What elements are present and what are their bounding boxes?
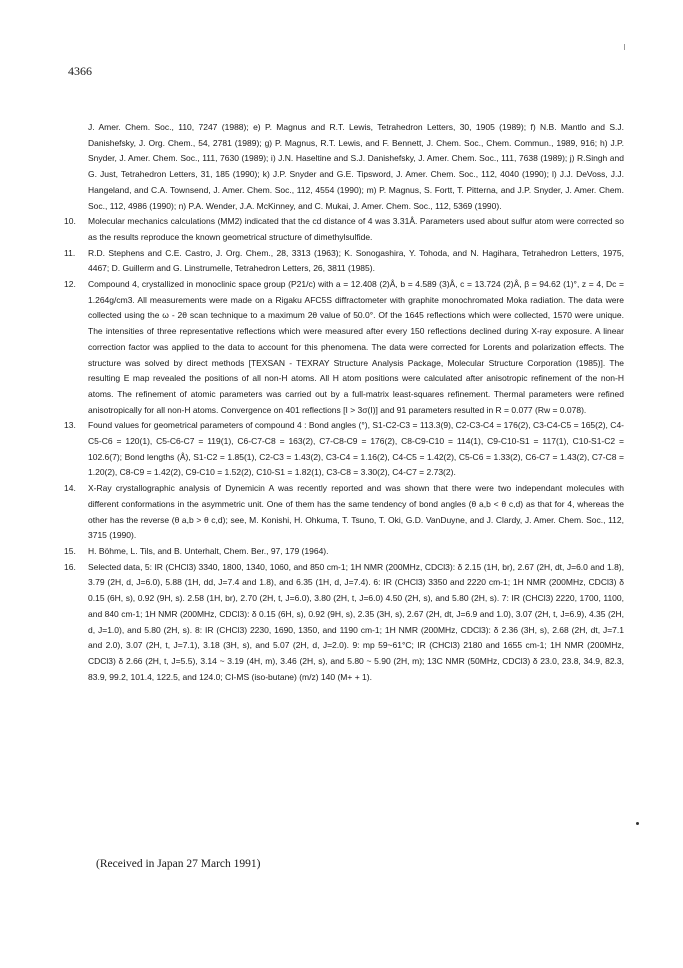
- reference-text: X-Ray crystallographic analysis of Dynemicin A was recently reported and was shown that there were two independant molecules with different conformations in the asymmetric unit. One of them has the same tendency of bond angles (θ a,b < θ c,d) as that for 4, whereas the other has the reverse (θ a,b > θ c,d); see, M. Konishi, H. Ohkuma, T. Tsuno, T. Oki, G.D. VanDuyne, and J. Clardy, J. Amer. Chem. Soc., 112, 3715 (1990).: [88, 483, 624, 541]
- reference-item: [64, 246, 624, 277]
- reference-item: [64, 214, 624, 245]
- reference-item: [64, 277, 624, 418]
- reference-number: 11.: [64, 247, 76, 258]
- reference-number: 14.: [64, 483, 76, 494]
- reference-text: Found values for geometrical parameters of compound 4 : Bond angles (°), S1-C2-C3 = 113.3(9), C2-C3-C4 = 176(2), C3-C4-C5 = 165(2), C4-C5-C6 = 120(1), C5-C6-C7 = 119(1), C6-C7-C8 = 163(2), C7-C8-C9 = 176(2), C8-C9-C10 = 114(1), C9-C10-S1 = 117(1), C10-S1-C2 = 102.6(7); Bond lengths (Å), S1-C2 = 1.85(1), C2-C3 = 1.43(2), C3-C4 = 1.16(2), C4-C5 = 1.42(2), C5-C6 = 1.33(2), C6-C7 = 1.43(2), C7-C8 = 1.20(2), C8-C9 = 1.42(2), C9-C10 = 1.52(2), C10-S1 = 1.82(1), C3-C8 = 3.30(2), C4-C7 = 2.73(2).: [88, 420, 624, 478]
- reference-item: [64, 560, 624, 686]
- reference-number: 15.: [64, 545, 76, 556]
- reference-number: 10.: [64, 216, 76, 227]
- reference-item: [64, 418, 624, 481]
- reference-item: [64, 544, 624, 560]
- reference-text: J. Amer. Chem. Soc., 110, 7247 (1988); e) P. Magnus and R.T. Lewis, Tetrahedron Letters, 30, 1905 (1989); f) N.B. Mantlo and S.J. Danishefsky, J. Org. Chem., 54, 2781 (1989); g) P. Magnus, R.T. Lewis, and F. Bennett, J. Chem. Soc., Chem. Commun., 1989, 916; h) J.P. Snyder, J. Amer. Chem. Soc., 111, 7630 (1989); i) J.N. Haseltine and S.J. Danishefsky, J. Amer. Chem. Soc., 111, 7638 (1989); j) R.Singh and G. Just, Tetrahedron Letters, 31, 185 (1990); k) J.P. Snyder and G.E. Tipsword, J. Amer. Chem. Soc., 112, 4040 (1990); l) J.J. DeVoss, J.J. Hangeland, and C.A. Townsend, J. Amer. Chem. Soc., 112, 4554 (1990); m) P. Magnus, S. Fortt, T. Pitterna, and J.P. Snyder, J. Amer. Chem. Soc., 112, 4986 (1990); n) P.A. Wender, J.A. McKinney, and C. Mukai, J. Amer. Chem. Soc., 112, 5369 (1990).: [88, 122, 624, 211]
- reference-text: Selected data, 5: IR (CHCl3) 3340, 1800, 1340, 1060, and 850 cm-1; 1H NMR (200MHz, CDCl3): δ 2.15 (1H, br), 2.67 (2H, dt, J=6.0 and 1.8), 3.79 (2H, d, J=6.0), 5.88 (1H, dd, J=7.4 and 1.8), and 6.35 (1H, d, J=7.4). 6: IR (CHCl3) 3350 and 2220 cm-1; 1H NMR (200MHz, CDCl3) δ 0.15 (6H, s), 0.92 (9H, s). 2.58 (1H, br), 2.70 (2H, t, J=6.0), 3.80 (2H, t, J=6.0) 4.50 (2H, s), and 5.80 (2H, s). 7: IR (CHCl3) 2220, 1700, 1100, and 840 cm-1; 1H NMR (200MHz, CDCl3): δ 0.15 (6H, s), 0.92 (9H, s), 2.35 (3H, s), 2.67 (2H, dt, J=6.9 and 1.0), 3.07 (2H, t, J=6.9), 4.35 (2H, d, J=1.0), and 5.80 (2H, s). 8: IR (CHCl3) 2230, 1690, 1350, and 1190 cm-1; 1H NMR (200MHz, CDCl3): δ 2.36 (3H, s), 2.68 (2H, dt, J=7.1 and 2.0), 3.07 (2H, t, J=7.1), 3.18 (3H, s), and 5.07 (2H, d, J=2.0). 9: mp 59~61°C; IR (CHCl3) 2180 and 1655 cm-1; 1H NMR (200MHz, CDCl3) δ 2.66 (2H, t, J=5.5), 3.14 ~ 3.19 (4H, m), 3.46 (2H, s), and 5.80 ~ 5.90 (2H, m); 13C NMR (50MHz, CDCl3) δ 23.0, 23.8, 34.9, 82.3, 83.9, 99.2, 101.4, 122.5, and 124.0; CI-MS (iso-butane) (m/z) 140 (M+ + 1).: [88, 561, 624, 682]
- reference-text: Molecular mechanics calculations (MM2) indicated that the cd distance of 4 was 3.31Å. Parameters used about sulfur atom were corrected so as the results reproduce the known geometrical structure of dimethylsulfide.: [88, 216, 624, 242]
- reference-text: R.D. Stephens and C.E. Castro, J. Org. Chem., 28, 3313 (1963); K. Sonogashira, Y. Tohoda, and N. Hagihara, Tetrahedron Letters, 1975, 4467; D. Guillerm and G. Linstrumelle, Tetrahedron Letters, 26, 3811 (1985).: [88, 247, 624, 274]
- reference-text: H. Böhme, L. Tils, and B. Unterhalt, Chem. Ber., 97, 179 (1964).: [88, 545, 329, 556]
- reference-number: 13.: [64, 420, 76, 431]
- reference-item: [64, 120, 624, 214]
- scan-tick-mark: [624, 44, 625, 50]
- reference-item: [64, 481, 624, 544]
- references-section: [64, 120, 624, 685]
- reference-number: 16.: [64, 561, 76, 572]
- reference-text: Compound 4, crystallized in monoclinic space group (P21/c) with a = 12.408 (2)Å, b = 4.589 (3)Å, c = 13.724 (2)Å, β = 94.62 (1)°, z = 4, Dc = 1.264g/cm3. All measurements were made on a Rigaku AFC5S diffractometer with graphite monochromated Moka radiation. The data were collected using the ω - 2θ scan technique to a maximum 2θ value of 50.0°. Of the 1645 reflections which were collected, 1570 were unique. The intensities of three representative reflections which were measured after every 150 reflections declined during X-ray exposure. A linear correction factor was applied to the data to account for this phenomena. The data were corrected for Lorents and polarization effects. The structure was solved by direct methods [TEXSAN - TEXRAY Structure Analysis Package, Molecular Structure Corporation (1985)]. The resulting E map revealed the positions of all non-H atoms. All H atom positions were calculated after anisotropic refinement of the non-H atoms. The refinement of atomic parameters was carried out by a full-matrix least-squares refinement. Thermal parameters were refined anisotropically for all non-H atoms. Convergence on 401 reflections [I > 3σ(I)] and 91 parameters resulted in R = 0.077 (Rw = 0.078).: [88, 279, 624, 415]
- page-number: 4366: [68, 64, 92, 78]
- reference-number: 12.: [64, 279, 76, 290]
- scan-dot-mark: [636, 822, 639, 825]
- received-date: (Received in Japan 27 March 1991): [96, 858, 261, 870]
